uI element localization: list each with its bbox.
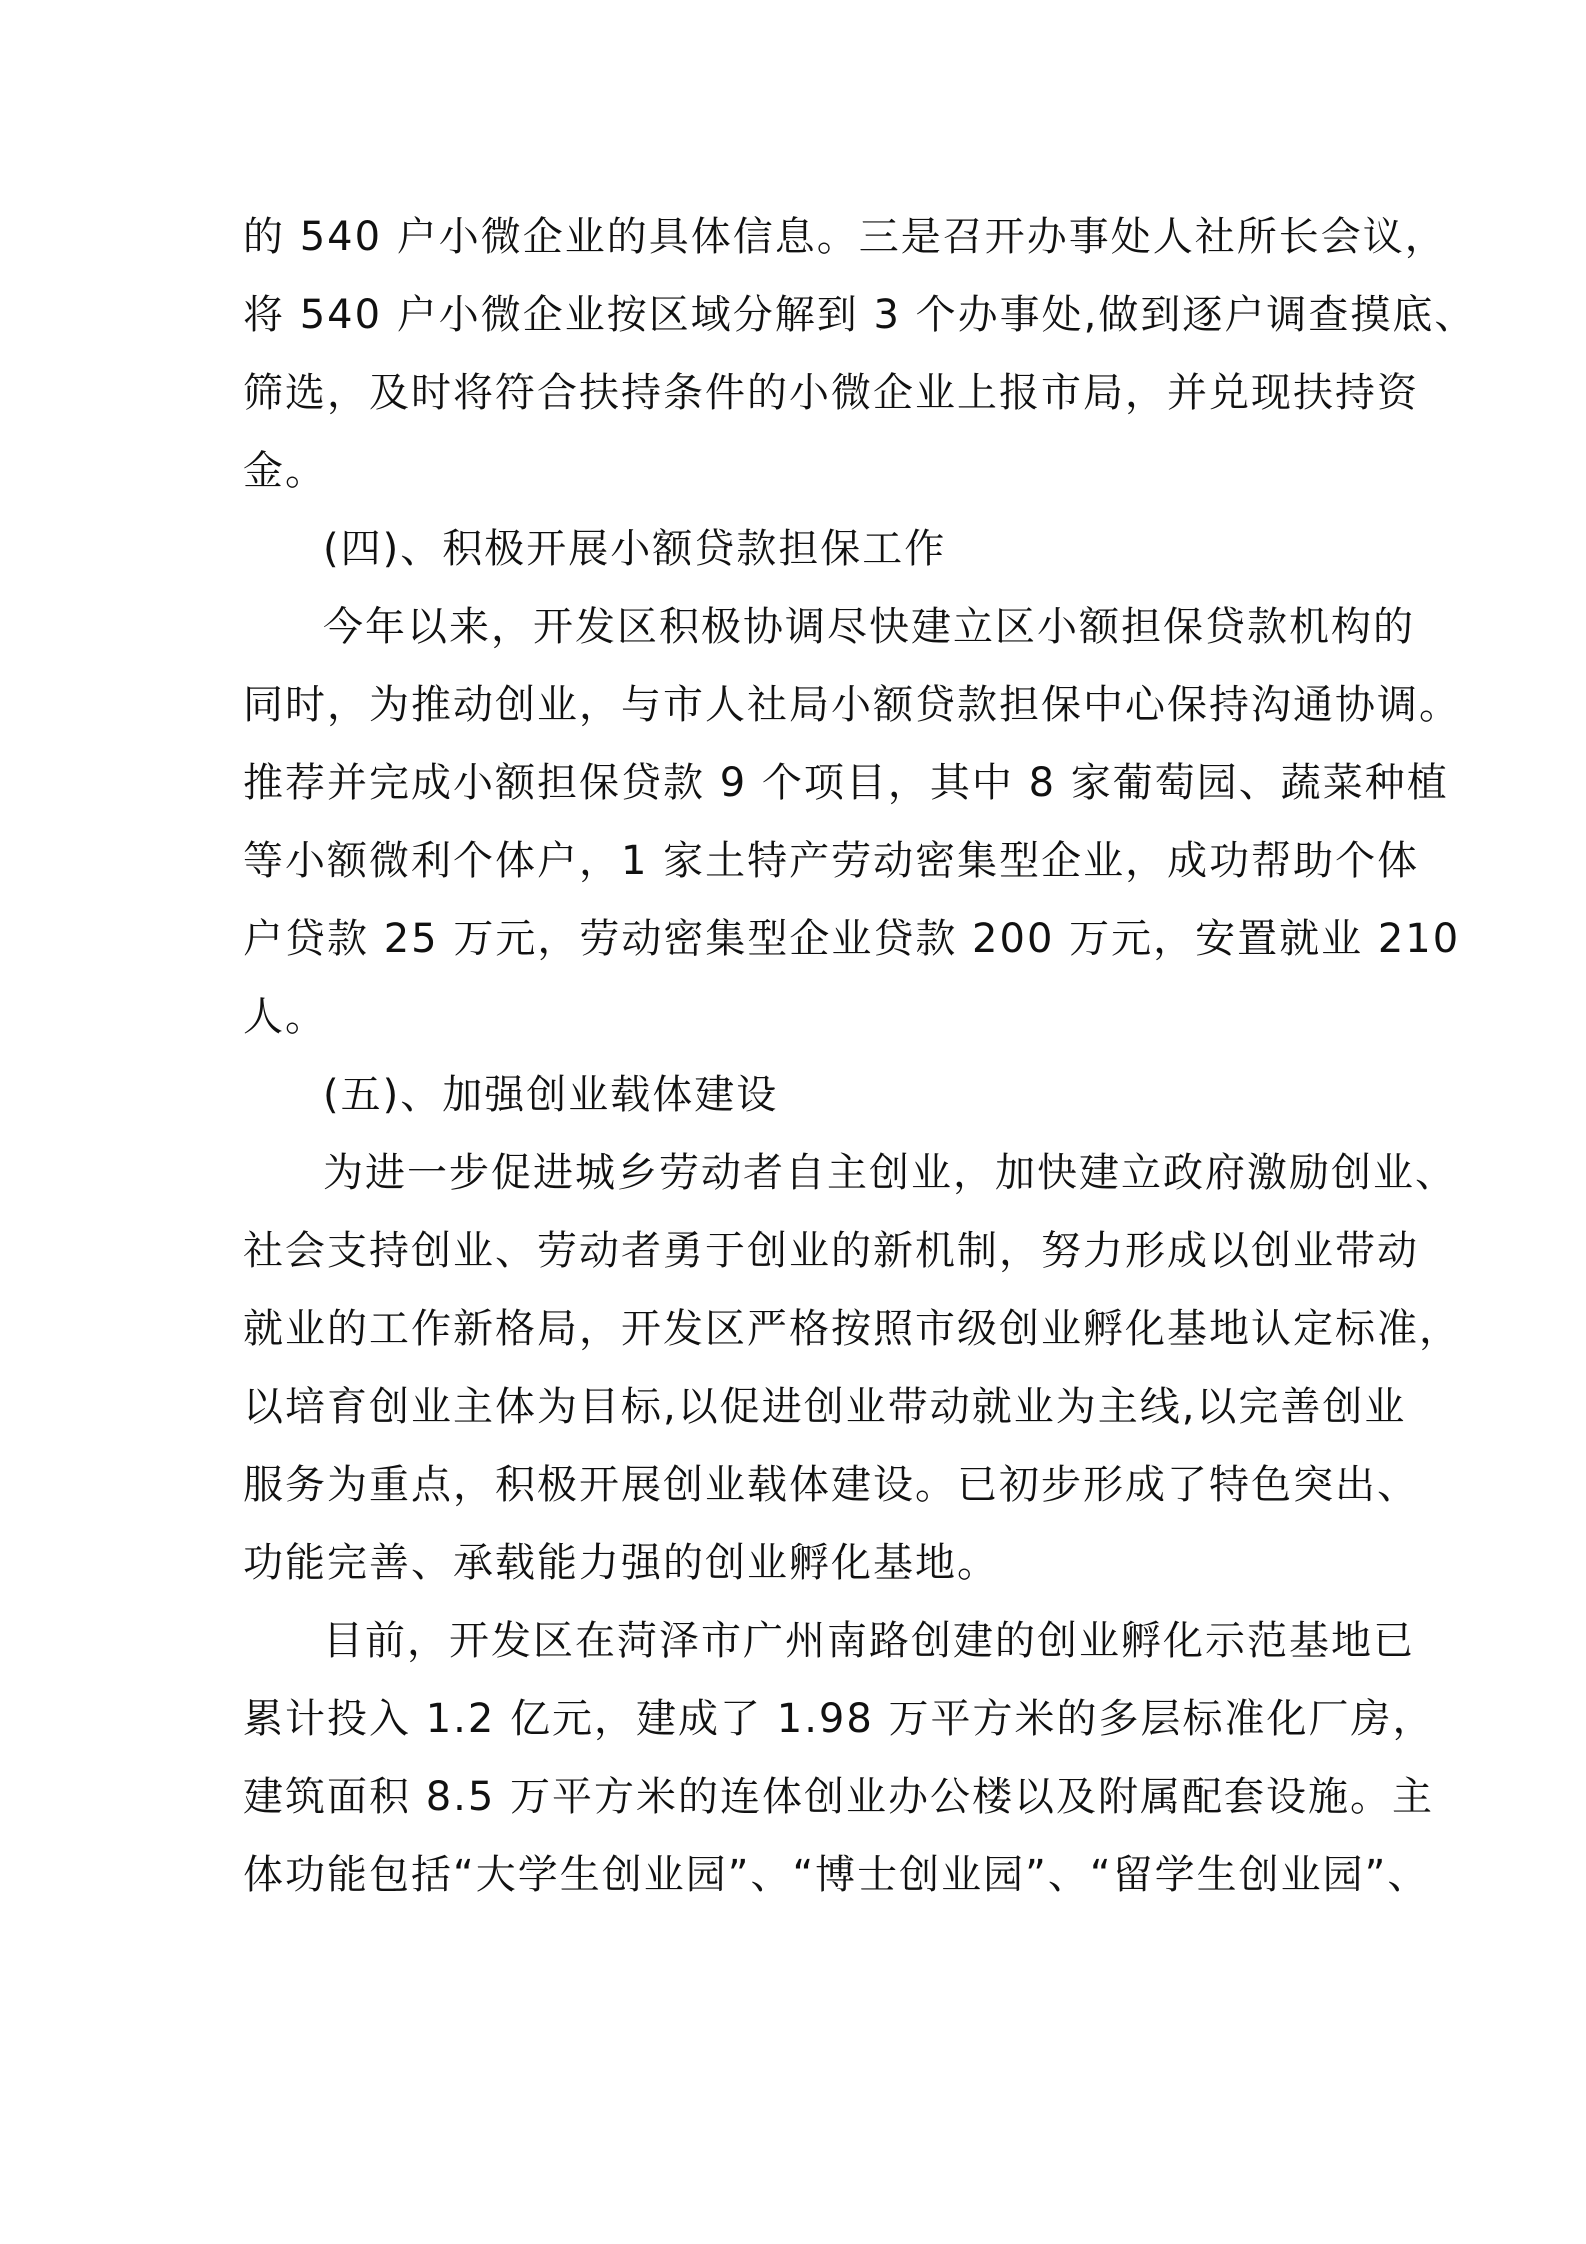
text-line: 同时，为推动创业，与市人社局小额贷款担保中心保持沟通协调。 [243, 682, 1461, 728]
text-line: 服务为重点，积极开展创业载体建设。已初步形成了特色突出、 [243, 1462, 1419, 1508]
text-line: 社会支持创业、劳动者勇于创业的新机制，努力形成以创业带动 [243, 1228, 1419, 1274]
paragraph-4 [243, 1602, 1435, 1914]
text-line: 的 540 户小微企业的具体信息。三是召开办事处人社所长会议， [243, 214, 1447, 260]
section-heading-4: (四)、积极开展小额贷款担保工作 [323, 526, 947, 572]
text-line: 建筑面积 8.5 万平方米的连体创业办公楼以及附属配套设施。主 [243, 1774, 1435, 1820]
text-line: 以培育创业主体为目标,以促进创业带动就业为主线,以完善创业 [243, 1384, 1407, 1430]
text-line: 为进一步促进城乡劳动者自主创业，加快建立政府激励创业、 [323, 1150, 1457, 1196]
text-line: 就业的工作新格局，开发区严格按照市级创业孵化基地认定标准， [243, 1306, 1461, 1352]
text-line: 人。 [243, 994, 327, 1040]
text-line: 目前，开发区在菏泽市广州南路创建的创业孵化示范基地已 [323, 1618, 1415, 1664]
paragraph-2 [243, 588, 1461, 1056]
text-line: 体功能包括“大学生创业园”、“博士创业园”、“留学生创业园”、 [243, 1852, 1430, 1898]
document-body [243, 198, 1477, 1914]
text-line: 等小额微利个体户，1 家土特产劳动密集型企业，成功帮助个体 [243, 838, 1420, 884]
section-heading-5: (五)、加强创业载体建设 [323, 1072, 779, 1118]
paragraph-3 [243, 1134, 1461, 1602]
paragraph-1 [243, 198, 1477, 510]
text-line: 推荐并完成小额担保贷款 9 个项目，其中 8 家葡萄园、蔬菜种植 [243, 760, 1449, 806]
text-line: 户贷款 25 万元，劳动密集型企业贷款 200 万元，安置就业 210 [243, 916, 1461, 962]
text-line: 今年以来，开发区积极协调尽快建立区小额担保贷款机构的 [323, 604, 1415, 650]
text-line: 筛选，及时将符合扶持条件的小微企业上报市局，并兑现扶持资 [243, 370, 1419, 416]
text-line: 金。 [243, 448, 327, 494]
text-line: 将 540 户小微企业按区域分解到 3 个办事处,做到逐户调查摸底、 [243, 292, 1477, 338]
text-line: 功能完善、承载能力强的创业孵化基地。 [243, 1540, 999, 1586]
text-line: 累计投入 1.2 亿元，建成了 1.98 万平方米的多层标准化厂房， [243, 1696, 1435, 1742]
